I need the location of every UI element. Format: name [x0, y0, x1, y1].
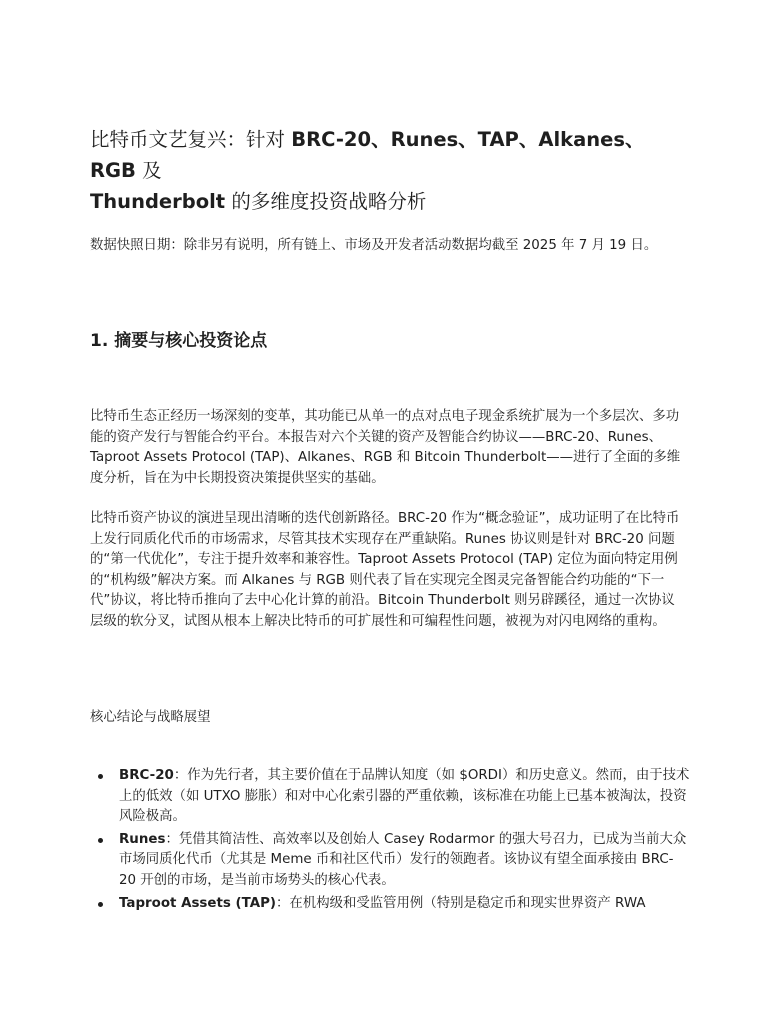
bullet-icon	[98, 774, 103, 779]
list-item-text: ：凭借其简洁性、高效率以及创始人 Casey Rodarmor 的强大号召力，已成为当前大众市场同质化代币（尤其是 Meme 币和社区代币）发行的领跑者。该协议有望全面承接由 BRC-20 开创的市场，是当前市场势头的核心代表。	[119, 831, 687, 888]
summary-paragraph-1: 比特币生态正经历一场深刻的变革，其功能已从单一的点对点电子现金系统扩展为一个多层次、多功能的资产发行与智能合约平台。本报告对六个关键的资产及智能合约协议——BRC-20、Runes、Taproot Assets Protocol (TAP)、Alkanes、RGB 和 Bitcoin Thunderbolt——进行了全面的多维度分析，旨在为中长期投资决策提供坚实的基础。	[90, 409, 681, 486]
title-thunderbolt: Thunderbolt	[90, 190, 226, 213]
conclusions-subheading: 核心结论与战略展望	[90, 710, 211, 725]
title-and: 及	[135, 159, 162, 182]
document-title	[90, 124, 690, 217]
list-item-term: Runes	[119, 831, 166, 847]
list-item	[90, 766, 690, 828]
bullet-icon	[98, 902, 103, 907]
list-item-term: Taproot Assets (TAP)	[119, 895, 277, 911]
list-item-text: ：作为先行者，其主要价值在于品牌认知度（如 $ORDI）和历史意义。然而，由于技术上的低效（如 UTXO 膨胀）和对中心化索引器的严重依赖，该标准在功能上已基本被淘汰，投资风险极高。	[119, 768, 690, 825]
section-title: 摘要与核心投资论点	[108, 331, 268, 351]
conclusions-list	[90, 766, 690, 916]
title-suffix: 的多维度投资战略分析	[225, 190, 427, 213]
summary-paragraph-2: 比特币资产协议的演进呈现出清晰的迭代创新路径。BRC-20 作为“概念验证”，成功证明了在比特币上发行同质化代币的市场需求，尽管其技术实现存在严重缺陷。Runes 协议则是针对 BRC-20 问题的“第一代优化”，专注于提升效率和兼容性。Taproot Assets Protocol (TAP) 定位为面向特定用例的“机构级”解决方案。而 Alkanes 与 RGB 则代表了旨在实现完全图灵完备智能合约功能的“下一代”协议，将比特币推向了去中心化计算的前沿。Bitcoin Thunderbolt 则另辟蹊径，通过一次协议层级的软分叉，试图从根本上解决比特币的可扩展性和可编程性问题，被视为对闪电网络的重构。	[90, 511, 680, 629]
title-protocols: BRC-20、Runes、TAP、Alkanes、RGB	[90, 128, 645, 182]
snapshot-note: 数据快照日期：除非另有说明，所有链上、市场及开发者活动数据均截至 2025 年 7 月 19 日。	[90, 238, 658, 253]
bullet-icon	[98, 838, 103, 843]
section-heading	[90, 328, 267, 354]
title-prefix: 比特币文艺复兴：针对	[90, 128, 292, 151]
section-number: 1.	[90, 331, 109, 351]
list-item-text: ：在机构级和受监管用例（特别是稳定币和现实世界资产 RWA	[276, 895, 646, 911]
list-item-term: BRC-20	[119, 768, 174, 783]
list-item	[90, 830, 690, 892]
list-item	[90, 894, 690, 915]
